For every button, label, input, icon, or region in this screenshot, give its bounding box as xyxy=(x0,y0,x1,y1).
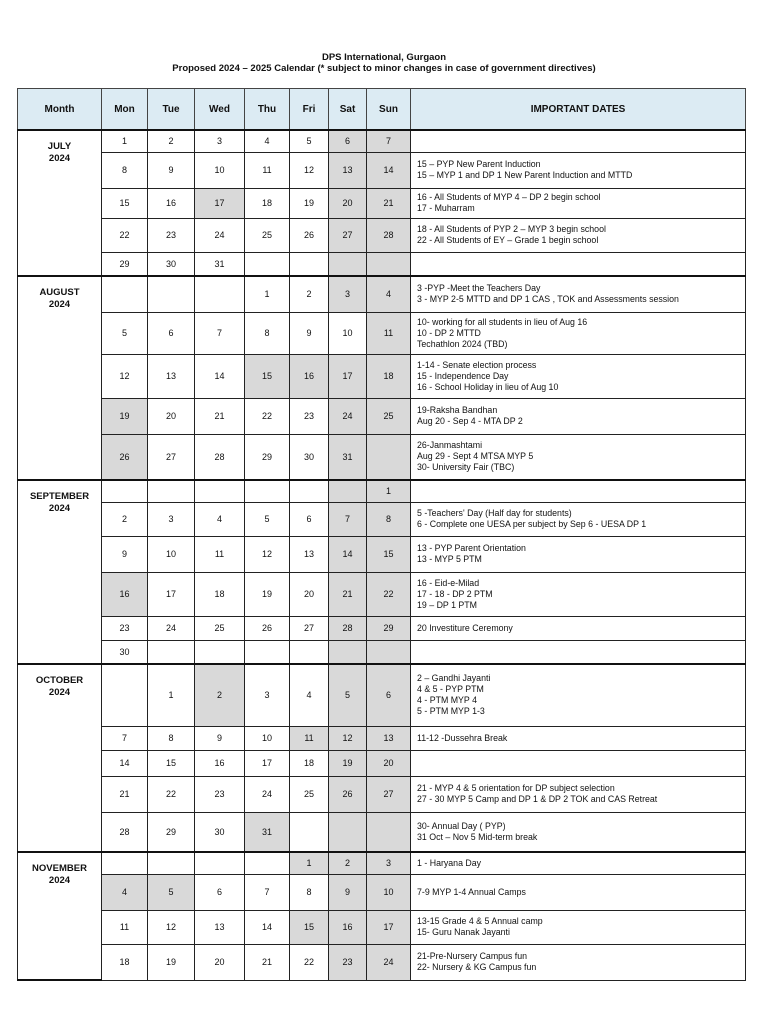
month-name: SEPTEMBER xyxy=(29,491,90,502)
day-cell xyxy=(367,640,411,664)
event-line: 31 Oct – Nov 5 Mid-term break xyxy=(417,831,538,842)
event-line: 16 - Eid-e-Milad xyxy=(417,577,480,588)
day-cell xyxy=(290,252,329,276)
important-dates-cell xyxy=(411,434,746,480)
day-cell xyxy=(148,852,195,874)
event-line: 30- University Fair (TBC) xyxy=(417,462,515,473)
week-row xyxy=(18,750,746,776)
day-cell: 26 xyxy=(102,434,148,480)
day-cell: 7 xyxy=(195,312,245,354)
day-cell: 5 xyxy=(148,874,195,910)
day-cell: 21 xyxy=(102,776,148,812)
day-cell: 3 xyxy=(245,664,290,726)
day-cell: 10 xyxy=(367,874,411,910)
event-line: 19-Raksha Bandhan xyxy=(417,405,498,415)
day-cell: 24 xyxy=(367,944,411,980)
day-cell: 26 xyxy=(329,776,367,812)
month-year: 2024 xyxy=(48,875,71,886)
col-important-dates: IMPORTANT DATES xyxy=(411,89,746,131)
day-cell: 19 xyxy=(245,572,290,616)
day-cell: 29 xyxy=(245,434,290,480)
day-cell xyxy=(195,480,245,502)
day-cell: 21 xyxy=(367,188,411,218)
important-dates-cell xyxy=(411,312,746,354)
event-line: 4 & 5 - PYP PTM xyxy=(417,684,484,695)
day-cell: 21 xyxy=(195,398,245,434)
day-cell: 13 xyxy=(195,910,245,944)
day-cell: 11 xyxy=(195,536,245,572)
event-line: Techathlon 2024 (TBD) xyxy=(417,338,508,349)
day-cell: 20 xyxy=(195,944,245,980)
event-line: 15 – MYP 1 and DP 1 New Parent Induction and MTTD xyxy=(417,170,633,180)
week-row xyxy=(18,812,746,852)
day-cell: 26 xyxy=(245,616,290,640)
day-cell: 5 xyxy=(329,664,367,726)
day-cell xyxy=(102,480,148,502)
day-cell: 24 xyxy=(245,776,290,812)
day-cell: 22 xyxy=(290,944,329,980)
important-dates-cell xyxy=(411,502,746,536)
event-line: 15 - Independence Day xyxy=(417,370,509,381)
important-dates-cell xyxy=(411,152,746,188)
event-line: 11-12 -Dussehra Break xyxy=(417,732,508,743)
day-cell: 5 xyxy=(102,312,148,354)
day-cell: 9 xyxy=(148,152,195,188)
event-line: 20 Investiture Ceremony xyxy=(417,622,513,633)
event-line: 10 - DP 2 MTTD xyxy=(417,327,481,338)
day-cell: 16 xyxy=(195,750,245,776)
calendar-subtitle: Proposed 2024 – 2025 Calendar (* subject to minor changes in case of government directives) xyxy=(172,63,596,74)
day-cell: 21 xyxy=(329,572,367,616)
month-name: NOVEMBER xyxy=(32,863,87,874)
day-cell: 17 xyxy=(367,910,411,944)
day-cell xyxy=(245,480,290,502)
day-cell: 6 xyxy=(329,130,367,152)
day-cell: 15 xyxy=(102,188,148,218)
day-cell: 6 xyxy=(195,874,245,910)
day-cell: 18 xyxy=(102,944,148,980)
day-cell: 27 xyxy=(367,776,411,812)
day-cell xyxy=(102,852,148,874)
week-row xyxy=(18,640,746,664)
day-cell xyxy=(245,252,290,276)
day-cell: 22 xyxy=(245,398,290,434)
month-name: JULY xyxy=(47,141,72,152)
day-cell xyxy=(329,812,367,852)
event-line: 1-14 - Senate election process xyxy=(417,359,537,370)
month-label xyxy=(18,130,102,276)
event-line: 4 - PTM MYP 4 xyxy=(417,695,477,706)
day-cell: 22 xyxy=(367,572,411,616)
day-cell xyxy=(367,434,411,480)
important-dates-cell xyxy=(411,616,746,640)
day-cell: 14 xyxy=(367,152,411,188)
day-cell: 13 xyxy=(290,536,329,572)
day-cell: 28 xyxy=(195,434,245,480)
week-row xyxy=(18,276,746,312)
day-cell xyxy=(367,812,411,852)
day-cell xyxy=(148,276,195,312)
col-fri: Fri xyxy=(290,89,329,131)
day-cell: 16 xyxy=(290,354,329,398)
day-cell: 18 xyxy=(367,354,411,398)
day-cell: 1 xyxy=(367,480,411,502)
important-dates-cell xyxy=(411,188,746,218)
school-name: DPS International, Gurgaon xyxy=(321,52,447,63)
month-year: 2024 xyxy=(48,299,71,310)
day-cell: 25 xyxy=(290,776,329,812)
event-line: 30- Annual Day ( PYP) xyxy=(417,820,506,831)
day-cell: 24 xyxy=(195,218,245,252)
event-line: 13 - MYP 5 PTM xyxy=(417,554,482,564)
day-cell: 16 xyxy=(102,572,148,616)
day-cell: 27 xyxy=(329,218,367,252)
day-cell: 18 xyxy=(290,750,329,776)
day-cell: 11 xyxy=(290,726,329,750)
week-row xyxy=(18,776,746,812)
day-cell: 5 xyxy=(245,502,290,536)
important-dates-cell xyxy=(411,640,746,664)
calendar-body xyxy=(18,130,746,980)
day-cell: 5 xyxy=(290,130,329,152)
day-cell: 7 xyxy=(102,726,148,750)
day-cell: 8 xyxy=(245,312,290,354)
day-cell xyxy=(290,812,329,852)
day-cell: 8 xyxy=(367,502,411,536)
day-cell: 17 xyxy=(245,750,290,776)
important-dates-cell xyxy=(411,812,746,852)
event-line: 27 - 30 MYP 5 Camp and DP 1 & DP 2 TOK and CAS Retreat xyxy=(417,794,658,804)
day-cell: 13 xyxy=(329,152,367,188)
day-cell xyxy=(195,852,245,874)
event-line: 3 - MYP 2-5 MTTD and DP 1 CAS , TOK and Assessments session xyxy=(417,294,679,305)
day-cell: 4 xyxy=(102,874,148,910)
day-cell: 14 xyxy=(245,910,290,944)
event-line: Aug 29 - Sept 4 MTSA MYP 5 xyxy=(417,451,534,462)
day-cell: 9 xyxy=(329,874,367,910)
event-line: 6 - Complete one UESA per subject by Sep 6 - UESA DP 1 xyxy=(417,519,647,529)
week-row xyxy=(18,218,746,252)
col-wed: Wed xyxy=(195,89,245,131)
day-cell: 22 xyxy=(148,776,195,812)
day-cell: 29 xyxy=(367,616,411,640)
month-name: OCTOBER xyxy=(35,675,84,686)
day-cell: 6 xyxy=(290,502,329,536)
day-cell: 25 xyxy=(367,398,411,434)
day-cell: 20 xyxy=(290,572,329,616)
event-line: 10- working for all students in lieu of Aug 16 xyxy=(417,316,588,327)
day-cell: 31 xyxy=(329,434,367,480)
day-cell: 12 xyxy=(290,152,329,188)
important-dates-cell xyxy=(411,398,746,434)
day-cell: 24 xyxy=(148,616,195,640)
important-dates-cell xyxy=(411,536,746,572)
important-dates-cell xyxy=(411,276,746,312)
event-line: 17 - 18 - DP 2 PTM xyxy=(417,588,493,599)
week-row xyxy=(18,152,746,188)
day-cell: 14 xyxy=(102,750,148,776)
month-label xyxy=(18,852,102,980)
day-cell: 23 xyxy=(195,776,245,812)
day-cell: 2 xyxy=(329,852,367,874)
day-cell: 16 xyxy=(148,188,195,218)
day-cell: 25 xyxy=(245,218,290,252)
day-cell: 30 xyxy=(102,640,148,664)
important-dates-cell xyxy=(411,130,746,152)
col-month: Month xyxy=(18,89,102,131)
day-cell: 1 xyxy=(245,276,290,312)
day-cell: 24 xyxy=(329,398,367,434)
day-cell: 23 xyxy=(290,398,329,434)
week-row xyxy=(18,874,746,910)
day-cell: 15 xyxy=(290,910,329,944)
day-cell: 28 xyxy=(102,812,148,852)
event-line: 13-15 Grade 4 & 5 Annual camp xyxy=(417,916,543,926)
month-year: 2024 xyxy=(48,503,71,514)
important-dates-cell xyxy=(411,852,746,874)
day-cell: 23 xyxy=(102,616,148,640)
day-cell: 7 xyxy=(367,130,411,152)
day-cell: 11 xyxy=(102,910,148,944)
day-cell: 14 xyxy=(195,354,245,398)
day-cell: 8 xyxy=(290,874,329,910)
col-sat: Sat xyxy=(329,89,367,131)
day-cell: 20 xyxy=(367,750,411,776)
event-line: Aug 20 - Sep 4 - MTA DP 2 xyxy=(417,416,523,426)
day-cell: 29 xyxy=(102,252,148,276)
day-cell: 30 xyxy=(148,252,195,276)
day-cell: 28 xyxy=(329,616,367,640)
event-line: 21 - MYP 4 & 5 orientation for DP subject selection xyxy=(417,783,615,793)
week-row xyxy=(18,312,746,354)
day-cell: 2 xyxy=(195,664,245,726)
important-dates-cell xyxy=(411,874,746,910)
day-cell: 17 xyxy=(329,354,367,398)
day-cell: 21 xyxy=(245,944,290,980)
event-line: 18 - All Students of PYP 2 – MYP 3 begin school xyxy=(417,224,606,234)
day-cell: 6 xyxy=(367,664,411,726)
day-cell: 9 xyxy=(195,726,245,750)
day-cell: 3 xyxy=(195,130,245,152)
important-dates-cell xyxy=(411,776,746,812)
day-cell: 12 xyxy=(102,354,148,398)
important-dates-cell xyxy=(411,354,746,398)
event-line: 3 -PYP -Meet the Teachers Day xyxy=(417,283,541,294)
month-name: AUGUST xyxy=(39,287,80,298)
day-cell: 23 xyxy=(148,218,195,252)
day-cell xyxy=(329,480,367,502)
day-cell xyxy=(245,640,290,664)
event-line: 13 - PYP Parent Orientation xyxy=(417,543,526,553)
day-cell: 15 xyxy=(148,750,195,776)
week-row xyxy=(18,188,746,218)
day-cell: 18 xyxy=(245,188,290,218)
day-cell: 12 xyxy=(148,910,195,944)
day-cell xyxy=(329,640,367,664)
week-row xyxy=(18,398,746,434)
day-cell: 19 xyxy=(102,398,148,434)
day-cell: 2 xyxy=(102,502,148,536)
week-row xyxy=(18,536,746,572)
day-cell xyxy=(329,252,367,276)
event-line: 16 - School Holiday in lieu of Aug 10 xyxy=(417,381,559,392)
day-cell: 7 xyxy=(245,874,290,910)
day-cell: 8 xyxy=(148,726,195,750)
day-cell: 12 xyxy=(245,536,290,572)
event-line: 19 – DP 1 PTM xyxy=(417,599,477,610)
day-cell xyxy=(367,252,411,276)
event-line: 1 - Haryana Day xyxy=(417,857,482,868)
important-dates-cell xyxy=(411,910,746,944)
day-cell xyxy=(102,664,148,726)
day-cell: 1 xyxy=(290,852,329,874)
col-tue: Tue xyxy=(148,89,195,131)
col-mon: Mon xyxy=(102,89,148,131)
day-cell: 28 xyxy=(367,218,411,252)
col-sun: Sun xyxy=(367,89,411,131)
event-line: 26-Janmashtami xyxy=(417,440,483,451)
event-line: 5 - PTM MYP 1-3 xyxy=(417,706,485,717)
col-thu: Thu xyxy=(245,89,290,131)
day-cell: 27 xyxy=(148,434,195,480)
day-cell xyxy=(290,640,329,664)
day-cell: 9 xyxy=(102,536,148,572)
event-line: 21-Pre-Nursery Campus fun xyxy=(417,951,527,961)
month-label xyxy=(18,664,102,852)
day-cell: 4 xyxy=(195,502,245,536)
day-cell: 10 xyxy=(195,152,245,188)
day-cell: 14 xyxy=(329,536,367,572)
day-cell: 10 xyxy=(329,312,367,354)
important-dates-cell xyxy=(411,944,746,980)
day-cell: 27 xyxy=(290,616,329,640)
day-cell: 31 xyxy=(245,812,290,852)
important-dates-cell xyxy=(411,572,746,616)
day-cell: 9 xyxy=(290,312,329,354)
day-cell: 31 xyxy=(195,252,245,276)
week-row xyxy=(18,434,746,480)
important-dates-cell xyxy=(411,218,746,252)
day-cell: 10 xyxy=(148,536,195,572)
event-line: 22- Nursery & KG Campus fun xyxy=(417,962,537,972)
day-cell: 23 xyxy=(329,944,367,980)
event-line: 17 - Muharram xyxy=(417,203,475,213)
month-label xyxy=(18,480,102,664)
day-cell: 3 xyxy=(148,502,195,536)
day-cell: 13 xyxy=(367,726,411,750)
week-row xyxy=(18,910,746,944)
week-row xyxy=(18,726,746,750)
day-cell xyxy=(148,480,195,502)
important-dates-cell xyxy=(411,664,746,726)
day-cell xyxy=(195,640,245,664)
week-row xyxy=(18,130,746,152)
day-cell: 1 xyxy=(102,130,148,152)
day-cell: 8 xyxy=(102,152,148,188)
week-row xyxy=(18,502,746,536)
week-row xyxy=(18,480,746,502)
week-row xyxy=(18,252,746,276)
day-cell: 4 xyxy=(245,130,290,152)
event-line: 5 -Teachers' Day (Half day for students) xyxy=(417,508,572,518)
day-cell: 29 xyxy=(148,812,195,852)
day-cell: 30 xyxy=(195,812,245,852)
week-row xyxy=(18,572,746,616)
important-dates-cell xyxy=(411,480,746,502)
event-line: 7-9 MYP 1-4 Annual Camps xyxy=(417,886,526,897)
month-year: 2024 xyxy=(48,687,71,698)
day-cell xyxy=(290,480,329,502)
day-cell: 7 xyxy=(329,502,367,536)
day-cell: 12 xyxy=(329,726,367,750)
day-cell: 6 xyxy=(148,312,195,354)
day-cell: 11 xyxy=(367,312,411,354)
day-cell xyxy=(245,852,290,874)
day-cell xyxy=(195,276,245,312)
event-line: 2 – Gandhi Jayanti xyxy=(417,673,491,684)
month-year: 2024 xyxy=(48,153,71,164)
day-cell: 20 xyxy=(329,188,367,218)
event-line: 22 - All Students of EY – Grade 1 begin school xyxy=(417,235,599,245)
day-cell: 17 xyxy=(148,572,195,616)
week-row xyxy=(18,664,746,726)
day-cell: 26 xyxy=(290,218,329,252)
week-row xyxy=(18,852,746,874)
day-cell: 17 xyxy=(195,188,245,218)
day-cell xyxy=(102,276,148,312)
week-row xyxy=(18,354,746,398)
day-cell: 15 xyxy=(245,354,290,398)
important-dates-cell xyxy=(411,726,746,750)
day-cell: 19 xyxy=(329,750,367,776)
important-dates-cell xyxy=(411,750,746,776)
day-cell: 2 xyxy=(148,130,195,152)
day-cell: 11 xyxy=(245,152,290,188)
day-cell: 19 xyxy=(148,944,195,980)
day-cell: 4 xyxy=(367,276,411,312)
day-cell: 30 xyxy=(290,434,329,480)
day-cell: 10 xyxy=(245,726,290,750)
header-row xyxy=(18,89,746,131)
week-row xyxy=(18,616,746,640)
day-cell: 22 xyxy=(102,218,148,252)
month-label xyxy=(18,276,102,480)
day-cell xyxy=(148,640,195,664)
day-cell: 15 xyxy=(367,536,411,572)
week-row xyxy=(18,944,746,980)
day-cell: 3 xyxy=(367,852,411,874)
day-cell: 3 xyxy=(329,276,367,312)
day-cell: 19 xyxy=(290,188,329,218)
important-dates-cell xyxy=(411,252,746,276)
calendar-table xyxy=(17,88,746,981)
event-line: 15- Guru Nanak Jayanti xyxy=(417,927,510,937)
day-cell: 25 xyxy=(195,616,245,640)
event-line: 16 - All Students of MYP 4 – DP 2 begin school xyxy=(417,192,601,202)
day-cell: 20 xyxy=(148,398,195,434)
event-line: 15 – PYP New Parent Induction xyxy=(417,159,541,169)
day-cell: 18 xyxy=(195,572,245,616)
day-cell: 4 xyxy=(290,664,329,726)
day-cell: 2 xyxy=(290,276,329,312)
day-cell: 16 xyxy=(329,910,367,944)
day-cell: 13 xyxy=(148,354,195,398)
day-cell: 1 xyxy=(148,664,195,726)
